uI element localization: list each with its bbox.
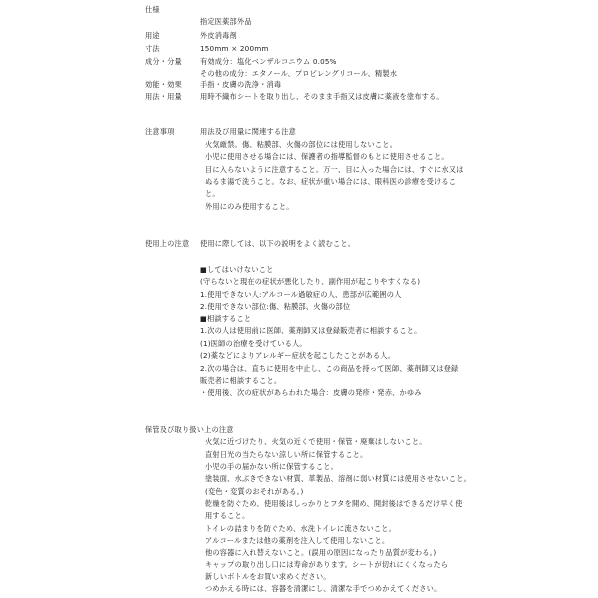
caution-line: 火気厳禁。傷、粘膜部、火傷の部位には使用しないこと。 xyxy=(205,140,398,149)
storage-heading: 保管及び取り扱い上の注意 xyxy=(145,425,234,434)
caution-line: ぬるま湯で洗うこと。なお、症状が重い場合には、眼科医の診療を受けるこ xyxy=(205,177,457,186)
storage-line: 小児の手の届かない所に保管すること。 xyxy=(205,462,338,471)
storage-line: 新しいボトルをお買い求めください。 xyxy=(205,572,331,581)
spec-row-value: 有効成分：塩化ベンザルコニウム 0.05% xyxy=(200,57,337,66)
usage-intro: 使用に際しては、以下の説明をよく読むこと。 xyxy=(200,239,356,248)
usage-line: 2.使用できない部位:傷、粘膜部、火傷の部位 xyxy=(200,302,351,311)
spec-heading: 仕様 xyxy=(145,5,160,14)
storage-line: 他の容器に入れ替えないこと。(誤用の原因になったり品質が変わる。) xyxy=(205,548,437,557)
usage-line: (2)薬などによりアレルギー症状を起こしたことがある人。 xyxy=(200,351,396,360)
usage-line: ■相談すること xyxy=(200,314,252,323)
spec-row-value: 150mm × 200mm xyxy=(200,44,269,53)
caution-label: 注意事項 xyxy=(145,127,175,136)
storage-line: 乾燥を防ぐため、使用後はしっかりとフタを開め、開封後はできるだけ早く使 xyxy=(205,499,463,508)
storage-line: 火気に近づけたり、火気の近くで使用・保管・廃棄はしないこと。 xyxy=(205,437,427,446)
storage-line: (変色・変質のおそれがある。) xyxy=(205,487,304,496)
usage-line: ■してはいけないこと xyxy=(200,265,274,274)
usage-line: 1.使用できない人:アルコール過敏症の人、患部が広範囲の人 xyxy=(200,290,402,299)
usage-line: (1)医師の治療を受けている人。 xyxy=(200,339,307,348)
storage-line: トイレの詰まりを防ぐため、水洗トイレに流さないこと。 xyxy=(205,524,397,533)
spec-category: 指定医薬部外品 xyxy=(200,17,252,26)
caution-line: 外用にのみ使用すること。 xyxy=(205,202,294,211)
storage-line: 用すること。 xyxy=(205,511,250,520)
storage-line: 直射日光の当たらない涼しい所に保管すること。 xyxy=(205,450,368,459)
usage-line: 1.次の人は使用前に医師、薬剤師又は登録販売者に相談すること。 xyxy=(200,326,422,335)
caution-title: 用法及び用量に関連する注意 xyxy=(200,127,297,136)
usage-line: 2.次の場合は、直ちに使用を中止し、この商品を持って医師、薬剤師又は登録 xyxy=(200,364,459,373)
caution-line: 目に入らないように注意すること。万一、目に入った場合には、すぐに水又は xyxy=(205,165,464,174)
spec-row-label: 効能・効果 xyxy=(145,80,182,89)
usage-line: ・使用後、次の症状があらわれた場合：皮膚の発疹・発赤、かゆみ xyxy=(200,388,422,397)
usage-label: 使用上の注意 xyxy=(145,239,190,248)
spec-row-label: 成分・分量 xyxy=(145,57,182,66)
usage-line: 販売者に相談すること。 xyxy=(200,376,282,385)
spec-row-label: 用途 xyxy=(145,31,160,40)
storage-line: キャップの取り出し口には寿命があります。シートが切れにくくなったら xyxy=(205,560,449,569)
spec-row-value: その他の成分：エタノール、プロピレングリコール、精製水 xyxy=(200,69,398,78)
storage-line: つめかえる時には、容器を清潔にし、清潔な手でつめかえてください。 xyxy=(205,584,442,593)
caution-line: 小児に使用させる場合には、保護者の指導監督のもとに使用させること。 xyxy=(205,152,449,161)
caution-line: と。 xyxy=(205,189,220,198)
spec-row-value: 用時不織布シートを取り出し、そのまま手指又は皮膚に薬液を塗布する。 xyxy=(200,92,444,101)
usage-line: (守らないと現在の症状が悪化したり、副作用が起こりやすくなる) xyxy=(200,277,421,286)
spec-row-value: 手指・皮膚の洗浄・消毒 xyxy=(200,80,282,89)
storage-line: 塗装面、水ぶきできない材質、革製品、溶剤に弱い材質には使用させないこと。 xyxy=(205,474,471,483)
spec-row-value: 外皮消毒剤 xyxy=(200,31,237,40)
spec-row-label: 用法・用量 xyxy=(145,92,182,101)
storage-line: アルコールまたは他の薬剤を注入して使用しないこと。 xyxy=(205,536,390,545)
spec-row-label: 寸法 xyxy=(145,44,160,53)
